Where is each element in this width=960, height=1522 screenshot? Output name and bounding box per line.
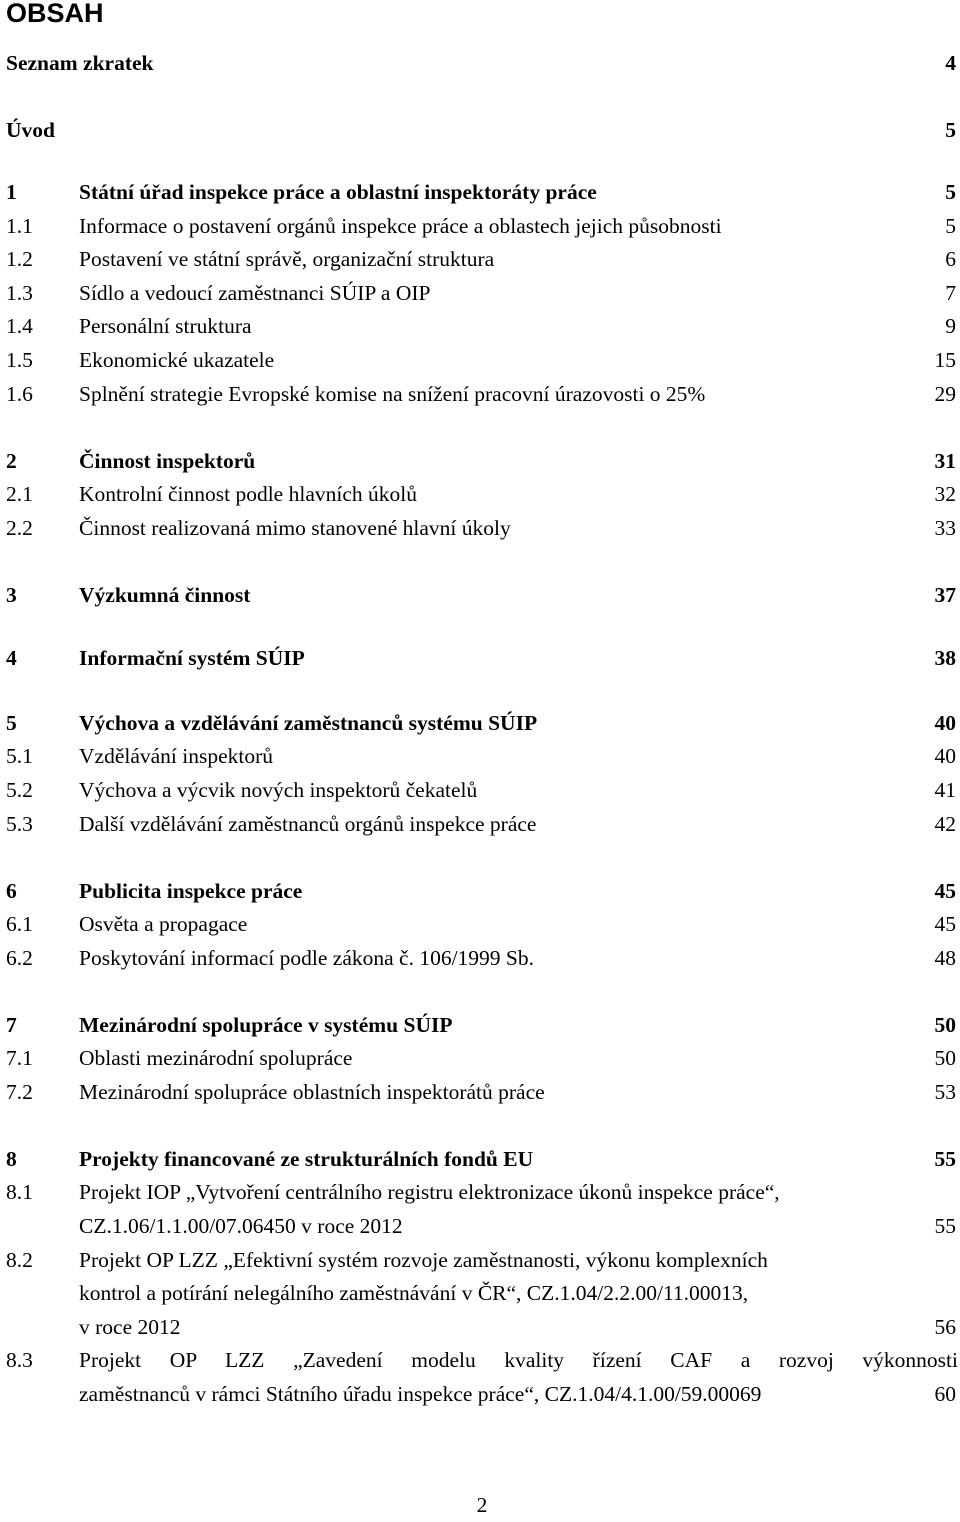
toc-page-number: 45 <box>934 879 956 903</box>
toc-page-number: 38 <box>934 646 956 670</box>
toc-page-number: 29 <box>934 382 956 406</box>
toc-entry <box>6 1041 956 1075</box>
toc-entry <box>6 377 956 411</box>
toc-page-number: 9 <box>945 314 956 338</box>
toc-title: Oblasti mezinárodní spolupráce <box>79 1046 353 1070</box>
toc-title: Splnění strategie Evropské komise na snížení pracovní úrazovosti o 25% <box>79 382 706 406</box>
toc-page-number: 41 <box>934 778 956 802</box>
toc-number: 1.4 <box>6 314 33 338</box>
toc-entry <box>6 1209 956 1243</box>
toc-page-number: 50 <box>934 1013 956 1037</box>
toc-page-number: 15 <box>934 348 956 372</box>
toc-number: 5.2 <box>6 778 33 802</box>
toc-number: 6 <box>6 879 17 903</box>
toc-title: Projekt IOP „Vytvoření centrálního registru elektronizace úkonů inspekce práce“, <box>79 1180 780 1204</box>
toc-number: 5.1 <box>6 744 33 768</box>
toc-title: Informační systém SÚIP <box>79 646 305 670</box>
toc-title: Činnost inspektorů <box>79 449 256 473</box>
toc-page-number: 37 <box>934 583 956 607</box>
toc-entry <box>6 276 956 310</box>
toc-entry <box>6 242 956 276</box>
toc-page-number: 5 <box>945 180 956 204</box>
toc-title: Mezinárodní spolupráce v systému SÚIP <box>79 1013 453 1037</box>
toc-title: Projekt OP LZZ „Zavedení modelu kvality řízení CAF a rozvoj výkonnosti <box>79 1348 958 1372</box>
toc-heading <box>6 444 956 478</box>
toc-heading <box>6 175 956 209</box>
toc-title: Projekty financované ze strukturálních fondů EU <box>79 1147 534 1171</box>
toc-heading <box>6 874 956 908</box>
toc-number: 8 <box>6 1147 17 1171</box>
toc-page-number: 7 <box>945 281 956 305</box>
toc-title: Další vzdělávání zaměstnanců orgánů inspekce práce <box>79 812 537 836</box>
toc-title: Informace o postavení orgánů inspekce práce a oblastech jejich působnosti <box>79 214 722 238</box>
page-number: 2 <box>476 1493 488 1517</box>
toc-entry <box>6 807 956 841</box>
toc-title: Ekonomické ukazatele <box>79 348 275 372</box>
toc-page-number: 40 <box>934 711 956 735</box>
toc-entry <box>6 511 956 545</box>
toc-title: Vzdělávání inspektorů <box>79 744 274 768</box>
toc-number: 7 <box>6 1013 17 1037</box>
toc-number: 2.2 <box>6 516 33 540</box>
toc-number: 1.6 <box>6 382 33 406</box>
toc-title: Personální struktura <box>79 314 252 338</box>
toc-page-number: 45 <box>934 912 956 936</box>
toc-title: Projekt OP LZZ „Efektivní systém rozvoje zaměstnanosti, výkonu komplexních <box>79 1248 768 1272</box>
toc-page-number: 5 <box>945 118 956 142</box>
toc-entry <box>6 477 956 511</box>
toc-title: Výchova a vzdělávání zaměstnanců systému SÚIP <box>79 711 538 735</box>
toc-number: Úvod <box>6 118 55 142</box>
page-title: OBSAH <box>6 0 104 28</box>
toc-number: 1.5 <box>6 348 33 372</box>
toc-title: Státní úřad inspekce práce a oblastní inspektoráty práce <box>79 180 597 204</box>
toc-number: 8.3 <box>6 1348 33 1372</box>
toc-number: Seznam zkratek <box>6 51 154 75</box>
toc-page-number: 40 <box>934 744 956 768</box>
toc-entry <box>6 1175 956 1209</box>
toc-title: Publicita inspekce práce <box>79 879 303 903</box>
toc-page-number: 5 <box>945 214 956 238</box>
toc-number: 2.1 <box>6 482 33 506</box>
toc-page-number: 4 <box>945 51 956 75</box>
toc-title: Postavení ve státní správě, organizační struktura <box>79 247 495 271</box>
toc-page-number: 60 <box>934 1382 956 1406</box>
toc-heading <box>6 706 956 740</box>
toc-heading <box>6 1142 956 1176</box>
toc-entry <box>6 1310 956 1344</box>
toc-page-number: 50 <box>934 1046 956 1070</box>
table-of-contents <box>6 0 956 1515</box>
toc-entry <box>6 773 956 807</box>
toc-heading <box>6 46 956 80</box>
toc-number: 1.3 <box>6 281 33 305</box>
toc-number: 6.1 <box>6 912 33 936</box>
toc-entry <box>6 1276 956 1310</box>
toc-number: 1.2 <box>6 247 33 271</box>
toc-entry <box>6 907 956 941</box>
toc-heading <box>6 1008 956 1042</box>
toc-page-number: 55 <box>934 1147 956 1171</box>
toc-heading <box>6 113 956 147</box>
toc-page-number: 56 <box>934 1315 956 1339</box>
toc-page-number: 6 <box>945 247 956 271</box>
toc-title: kontrol a potírání nelegálního zaměstnávání v ČR“, CZ.1.04/2.2.00/11.00013, <box>79 1281 749 1305</box>
toc-number: 8.2 <box>6 1248 33 1272</box>
toc-heading <box>6 641 956 675</box>
toc-title: Sídlo a vedoucí zaměstnanci SÚIP a OIP <box>79 281 431 305</box>
toc-number: 2 <box>6 449 17 473</box>
toc-number: 3 <box>6 583 17 607</box>
toc-entry <box>6 1243 956 1277</box>
toc-title: zaměstnanců v rámci Státního úřadu inspekce práce“, CZ.1.04/4.1.00/59.00069 <box>79 1382 762 1406</box>
toc-number: 1.1 <box>6 214 33 238</box>
toc-number: 6.2 <box>6 946 33 970</box>
toc-entry <box>6 941 956 975</box>
toc-number: 4 <box>6 646 17 670</box>
toc-number: 8.1 <box>6 1180 33 1204</box>
toc-title: Poskytování informací podle zákona č. 106/1999 Sb. <box>79 946 535 970</box>
toc-entry <box>6 739 956 773</box>
toc-title: Činnost realizovaná mimo stanovené hlavní úkoly <box>79 516 511 540</box>
toc-page-number: 31 <box>934 449 956 473</box>
toc-entry <box>6 1377 956 1411</box>
toc-number: 1 <box>6 180 17 204</box>
toc-title: Kontrolní činnost podle hlavních úkolů <box>79 482 417 506</box>
toc-title: v roce 2012 <box>79 1315 181 1339</box>
toc-title: Výzkumná činnost <box>79 583 251 607</box>
toc-page-number: 53 <box>934 1080 956 1104</box>
toc-page-number: 42 <box>934 812 956 836</box>
toc-page-number: 33 <box>934 516 956 540</box>
toc-page-number: 32 <box>934 482 956 506</box>
toc-number: 5.3 <box>6 812 33 836</box>
toc-entry <box>6 343 956 377</box>
toc-page-number: 55 <box>934 1214 956 1238</box>
toc-heading <box>6 578 956 612</box>
toc-number: 5 <box>6 711 17 735</box>
toc-title: Osvěta a propagace <box>79 912 248 936</box>
toc-entry <box>6 1343 956 1377</box>
toc-title: Mezinárodní spolupráce oblastních inspektorátů práce <box>79 1080 545 1104</box>
toc-number: 7.2 <box>6 1080 33 1104</box>
toc-entry <box>6 209 956 243</box>
toc-page-number: 48 <box>934 946 956 970</box>
toc-entry <box>6 309 956 343</box>
toc-entry <box>6 1075 956 1109</box>
toc-title: CZ.1.06/1.1.00/07.06450 v roce 2012 <box>79 1214 403 1238</box>
toc-title: Výchova a výcvik nových inspektorů čekatelů <box>79 778 478 802</box>
toc-number: 7.1 <box>6 1046 33 1070</box>
